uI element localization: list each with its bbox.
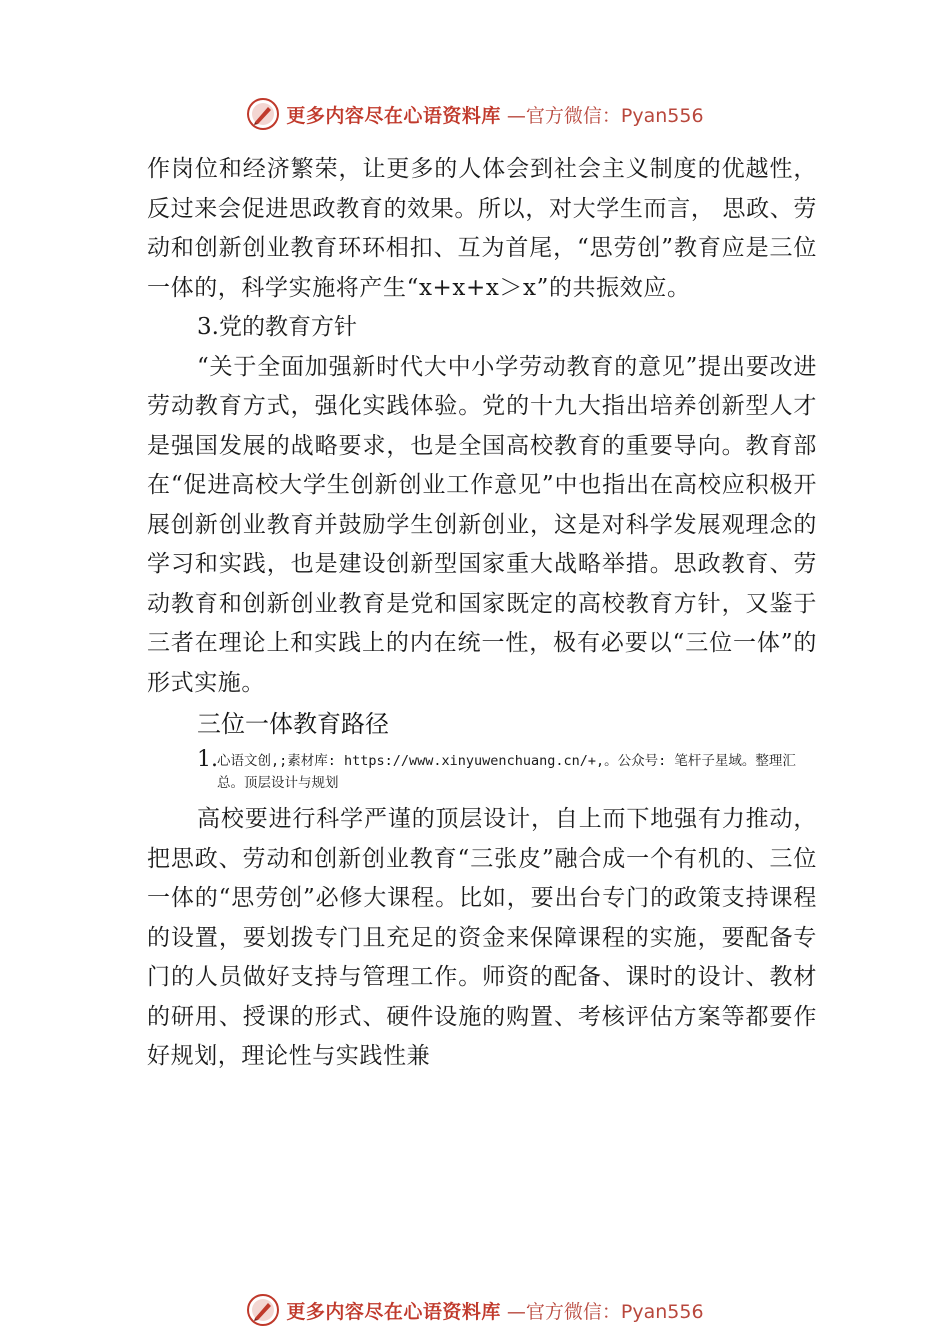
- list-number: 1.: [197, 747, 218, 772]
- list-item: [147, 747, 817, 794]
- pen-seal-logo-icon: [246, 97, 280, 131]
- section-heading: 三位一体教育路径: [197, 710, 389, 738]
- banner-sub-text: —官方微信：Pyan556: [506, 1300, 704, 1323]
- footer-watermark-banner: [0, 1290, 950, 1330]
- paragraph-1: 作岗位和经济繁荣，让更多的人体会到社会主义制度的优越性，反过来会促进思政教育的效果。所以，对大学生而言， 思政、劳动和创新创业教育环环相扣、互为首尾，“思劳创”教育应是三位一体的，科学实施将产生“x+x+x＞x”的共振效应。: [147, 156, 817, 301]
- banner-main-text: 更多内容尽在心语资料库: [286, 1300, 501, 1323]
- banner-sub-text: —官方微信：Pyan556: [506, 104, 704, 127]
- paragraph-3: 高校要进行科学严谨的顶层设计，自上而下地强有力推动，把思政、劳动和创新创业教育“三张皮”融合成一个有机的、三位一体的“思劳创”必修大课程。比如，要出台专门的政策支持课程的设置，要划拨专门且充足的资金来保障课程的实施，要配备专门的人员做好支持与管理工作。师资的配备、课时的设计、教材的研用、授课的形式、硬件设施的购置、考核评估方案等都要作好规划，理论性与实践性兼: [147, 806, 817, 1069]
- section-heading-3: 3.党的教育方针: [197, 314, 357, 340]
- pen-seal-logo-icon: [246, 1293, 280, 1327]
- list-text: 心语文创,;素材库: https://www.xinyuwenchuang.cn/+,。公众号: 笔杆子星域。整理汇总。顶层设计与规划: [217, 753, 796, 791]
- banner-main-text: 更多内容尽在心语资料库: [286, 104, 501, 127]
- document-body: [147, 150, 817, 1077]
- header-watermark-banner: [0, 94, 950, 134]
- paragraph-2: “关于全面加强新时代大中小学劳动教育的意见”提出要改进劳动教育方式，强化实践体验。党的十九大指出培养创新型人才是强国发展的战略要求，也是全国高校教育的重要导向。教育部在“促进高校大学生创新创业工作意见”中也指出在高校应积极开展创新创业教育并鼓励学生创新创业，这是对科学发展观理念的学习和实践，也是建设创新型国家重大战略举措。思政教育、劳动教育和创新创业教育是党和国家既定的高校教育方针，又鉴于三者在理论上和实践上的内在统一性，极有必要以“三位一体”的形式实施。: [147, 353, 817, 696]
